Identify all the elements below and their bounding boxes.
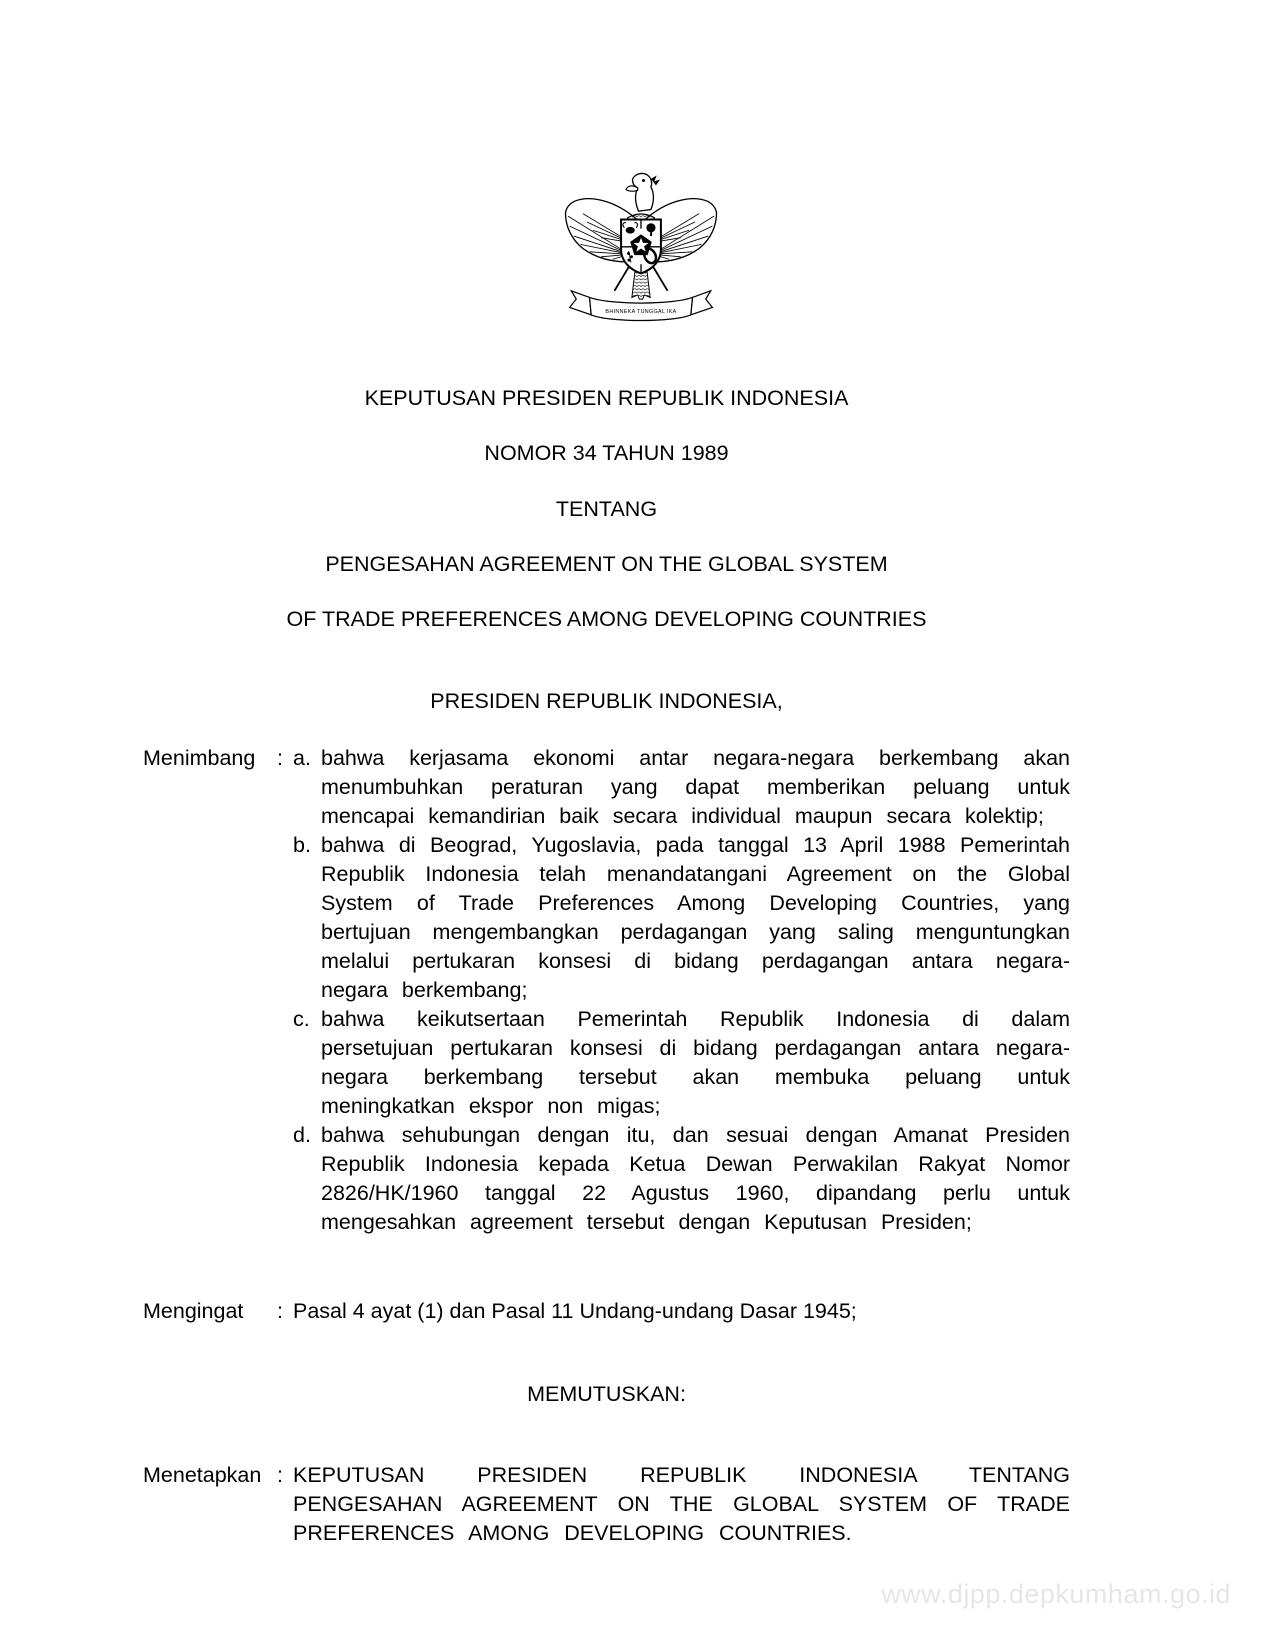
title-line-tentang: TENTANG [555, 496, 658, 521]
item-letter: c. [293, 1006, 310, 1031]
menimbang-items [293, 744, 1070, 1237]
decree-document [143, 0, 1070, 1548]
menetapkan-section [143, 1461, 1070, 1548]
menimbang-item-d [293, 1121, 1070, 1237]
menimbang-item-c [293, 1005, 1070, 1121]
item-text: bahwa sehubungan dengan itu, dan sesuai dengan Amanat Presiden Republik Indonesia kepada Ketua Dewan Perwakilan Rakyat Nomor 2826/HK/1960 tanggal 22 Agustus 1960, dipandang perlu untuk mengesahkan agreement tersebut dengan Keputusan Presiden; [321, 1122, 1070, 1234]
emblem-section [143, 0, 1070, 329]
item-text: bahwa di Beograd, Yugoslavia, pada tanggal 13 April 1988 Pemerintah Republik Indonesia telah menandatangani Agreement on the Global System of Trade Preferences Among Developing Countries, yang bertujuan mengembangkan perdagangan yang saling menguntungkan melalui pertukaran konsesi di bidang perdagangan antara negara-negara berkembang; [321, 832, 1070, 1002]
salutation: PRESIDEN REPUBLIK INDONESIA, [430, 688, 783, 713]
title-line-1: KEPUTUSAN PRESIDEN REPUBLIK INDONESIA [364, 385, 849, 410]
mengingat-label: Mengingat [143, 1298, 244, 1323]
site-watermark: www.djpp.depkumham.go.id [881, 1579, 1231, 1609]
menimbang-colon: : [277, 745, 283, 770]
menimbang-item-b [293, 831, 1070, 1005]
item-text: bahwa keikutsertaan Pemerintah Republik Indonesia di dalam persetujuan pertukaran konsesi di bidang perdagangan antara negara-negara berkembang tersebut akan membuka peluang untuk meningkatkan ekspor non migas; [321, 1006, 1070, 1118]
menetapkan-text: KEPUTUSAN PRESIDEN REPUBLIK INDONESIA TENTANG PENGESAHAN AGREEMENT ON THE GLOBAL SYSTEM OF TRADE PREFERENCES AMONG DEVELOPING COUNTRIES. [293, 1462, 1070, 1545]
menimbang-section [143, 744, 1070, 1237]
item-letter: d. [293, 1122, 311, 1147]
title-line-subject-2: OF TRADE PREFERENCES AMONG DEVELOPING COUNTRIES [286, 607, 927, 632]
menetapkan-label: Menetapkan [143, 1462, 262, 1487]
mengingat-text: Pasal 4 ayat (1) dan Pasal 11 Undang-undang Dasar 1945; [293, 1298, 857, 1323]
mengingat-section [143, 1297, 1070, 1326]
item-text: bahwa kerjasama ekonomi antar negara-negara berkembang akan menumbuhkan peraturan yang dapat memberikan peluang untuk mencapai kemandirian baik secara individual maupun secara kolektip; [321, 745, 1070, 828]
garuda-pancasila-icon [558, 168, 724, 329]
emblem-motto-text: BHINNEKA TUNGGAL IKA [605, 309, 677, 316]
menimbang-item-a [293, 744, 1070, 831]
title-line-subject-1: PENGESAHAN AGREEMENT ON THE GLOBAL SYSTEM [325, 551, 888, 576]
item-letter: b. [293, 832, 311, 857]
memutuskan-heading: MEMUTUSKAN: [527, 1381, 686, 1406]
menetapkan-colon: : [277, 1462, 283, 1487]
title-line-number: NOMOR 34 TAHUN 1989 [484, 441, 729, 466]
decree-title [143, 357, 1070, 662]
mengingat-colon: : [277, 1298, 283, 1323]
menimbang-label: Menimbang [143, 745, 256, 770]
item-letter: a. [293, 745, 311, 770]
